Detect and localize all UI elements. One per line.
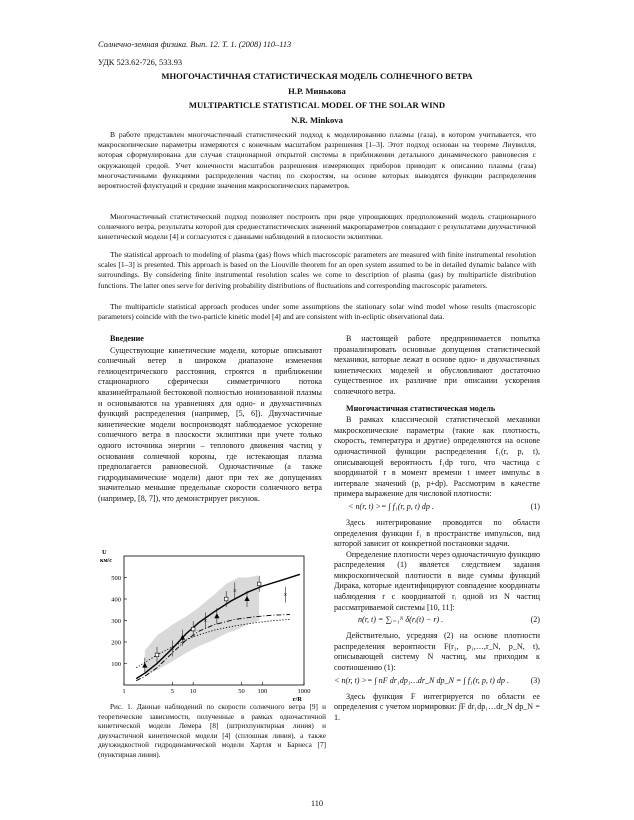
abstract-en-2: The multiparticle statistical approach produces under some assumptions the stationary solar wind model whose results (macroscopic parameters) coincide with the two-particle kinetic model [4] and are consistent with in-ecliptic observational data.: [98, 302, 536, 322]
page-number: 110: [310, 799, 324, 808]
intro-paragraph: Существующие кинетические модели, которые описывают солнечный ветер в широком диапазоне изменения гелиоцентрического расстояния, строятся в приближении стационарного сферически симметричного потока квазинейтральной бестоковой полностью ионизованной плазмы и основываются на уравнениях для одно- и двухчастичных функций распределения (например, [5, 6]). Двухчастичные кинетические модели воспроизводят наблюдаемое ускорение солнечного ветра в плоскости эклиптики при учете только одного источника энергии – теплового движения частиц у основания солнечной короны, где истекающая плазма предполагается равновесной. Одночастичные (а также гидродинамические модели) дают при тех же допущениях значительно меньшие предельные скорости солнечного ветра (например, [8, 7]), что демонстрирует рисунок.: [98, 345, 322, 503]
x-tick-label: 100: [257, 688, 268, 695]
abstract-ru-1: В работе представлен многочастичный статистический подход к моделированию плазмы (газа), в котором учитывается, что макроскопические параметры измеряются с конечным масштабом разрешения [1–3]. Этот подход основан на теореме Лиувилля, которая сформулирована для случая стационарной открытой системы в приближении детального динамического равновесия с окружающей средой. Учет конечности масштабов разрешения измеряющих приборов приводит к описанию плазмы (газа) многочастичными функциями распределения частиц по скоростям, на основе которых выводятся функции распределения вероятностей флуктуаций и средние значения макроскопических параметров.: [98, 130, 536, 191]
equation-1-number: (1): [530, 501, 540, 511]
observation-point-cross: ×: [283, 591, 288, 600]
x-tick-label: 10: [189, 688, 197, 695]
abstract-ru-2: Многочастичный статистический подход позволяет построить при ряде упрощающих предположений модель стационарного солнечного ветра, результаты которой для среднестатистических значений макропараметров совпадают с результатами двухчастичной кинетической модели [4] и согласуются с данными наблюдений в плоскости эклиптики.: [98, 212, 536, 242]
model-paragraph-2: Здесь интегрирование проводится по области определения функции f₁ в пространстве импульсов, вид которой зависит от конкретной постановки задачи.: [334, 517, 540, 549]
y-tick-label: 300: [111, 618, 121, 625]
x-tick-label: 1000: [297, 688, 311, 695]
observation-point-square: [155, 653, 159, 657]
equation-1: [334, 502, 540, 516]
observation-point-cross: ×: [203, 617, 208, 625]
author-en: N.R. Minkova: [291, 115, 343, 125]
left-column: [98, 334, 322, 505]
section-heading-model: Многочастичная статистическая модель: [346, 403, 496, 413]
section-heading-intro: Введение: [110, 334, 144, 343]
x-tick-label: 50: [238, 688, 245, 695]
equation-2: [334, 615, 540, 629]
y-tick-label: 200: [111, 639, 121, 647]
model-paragraph-5: Здесь функция F интегрируется по области ее определения с учетом нормировки: ∫F dr₁dp₁…dr_N dp_N = 1.: [334, 691, 540, 722]
right-intro-paragraph: В настоящей работе предпринимается попытка проанализировать основные допущения статистической механики, которые лежат в основе одно- и двухчастичных кинетических моделей и обусловливают достаточно существенное их различие при описании ускорения солнечного ветра.: [334, 334, 540, 396]
title-en: MULTIPARTICLE STATISTICAL MODEL OF THE SOLAR WIND: [188, 100, 446, 110]
observation-point-square: [257, 582, 261, 586]
y-tick-label: 400: [111, 596, 121, 604]
title-ru: МНОГОЧАСТИЧНАЯ СТАТИСТИЧЕСКАЯ МОДЕЛЬ СОЛНЕЧНОГО ВЕТРА: [161, 71, 473, 81]
model-paragraph-4: Действительно, усредняя (2) на основе плотности распределения вероятности F(r₁, p₁,…,r_N, p_N, t), описывающей систему N частиц, мы приходим к соотношению (1):: [334, 631, 540, 673]
observation-point-cross: ×: [170, 644, 175, 653]
y-axis-label-unit: км/с: [100, 558, 112, 564]
journal-header: Солнечно-земная физика. Вып. 12. Т. 1. (2008) 110–113: [98, 40, 292, 49]
model-paragraph-3: Определение плотности через одночастичную функцию распределения (1) является следствием задания микроскопической плотности в виде суммы функций Дирака, которые идентифицируют совпадение координаты наблюдения r с координатой rᵢ одной из N частиц рассматриваемой системы [10, 11]:: [334, 549, 540, 612]
x-tick-label: 5: [170, 688, 174, 695]
y-tick-label: 500: [111, 575, 121, 582]
y-tick-label: 100: [111, 661, 121, 668]
equation-3-body: < n(r, t) >= ∫ nF dr₁dp₁…dr_N dp_N = ∫ f₁(r, p, t) dp .: [334, 675, 510, 685]
equation-3-number: (3): [530, 675, 540, 685]
abstract-en-1: The statistical approach to modeling of plasma (gas) flows which macroscopic parameters are measured with finite instrumental resolution scales [1–3] is presented. This approach is based on the Liouville theorem for an open system assumed to be in detailed dynamic balance with surroundings. By considering finite instrumental resolution scales we come to description of plasma (gas) by multiparticle distribution functions. The latter ones serve for deriving probability distributions of fluctuations and corresponding macroscopic parameters.: [98, 250, 536, 290]
figure-caption: Рис. 1. Данные наблюдений по скорости солнечного ветра [9] и теоретические зависимости, полученные в рамках одночастичной кинетической модели Лемера [8] (штрихпунктирная линия) и двухчастичной кинетической модели [4] (сплошная линия), а также двухжидкостной гидродинамической модели Хартля и Барнеса [7] (пунктирная линия).: [98, 703, 326, 759]
equation-2-body: n(r, t) = ∑ᵢ₌₁ᴺ δ(rᵢ(t) − r) .: [358, 615, 444, 625]
model-paragraph-1: В рамках классической статистической механики макроскопические параметры (такие как плотность, скорость, температура и другие) определяются на основе одночастичной функции распределения f₁(r, p, t), описывающей вероятность f₁dp того, что частица с координатой r в момент времени t имеет импульс в интервале значений (p, p+dp). Рассмотрим в качестве примера выражение для числовой плотности:: [334, 415, 540, 499]
x-axis-label: r/R: [292, 696, 302, 703]
udc-code: УДК 523.62-726, 533.93: [98, 58, 183, 67]
equation-3: [334, 676, 540, 690]
author-ru: Н.Р. Минькова: [288, 86, 346, 96]
right-column: [334, 334, 540, 723]
x-tick-label: 1: [122, 688, 126, 695]
observation-point-square: [224, 597, 228, 601]
equation-1-body: < n(r, t) >= ∫ f₁(r, p, t) dp .: [348, 501, 434, 511]
observation-point-square: [191, 627, 195, 631]
equation-2-number: (2): [530, 615, 540, 625]
y-axis-label-symbol: U: [102, 549, 107, 556]
observation-point-cross: ×: [232, 586, 237, 595]
solar-wind-velocity-figure: [98, 548, 326, 703]
observation-scatter-band: [145, 575, 259, 676]
